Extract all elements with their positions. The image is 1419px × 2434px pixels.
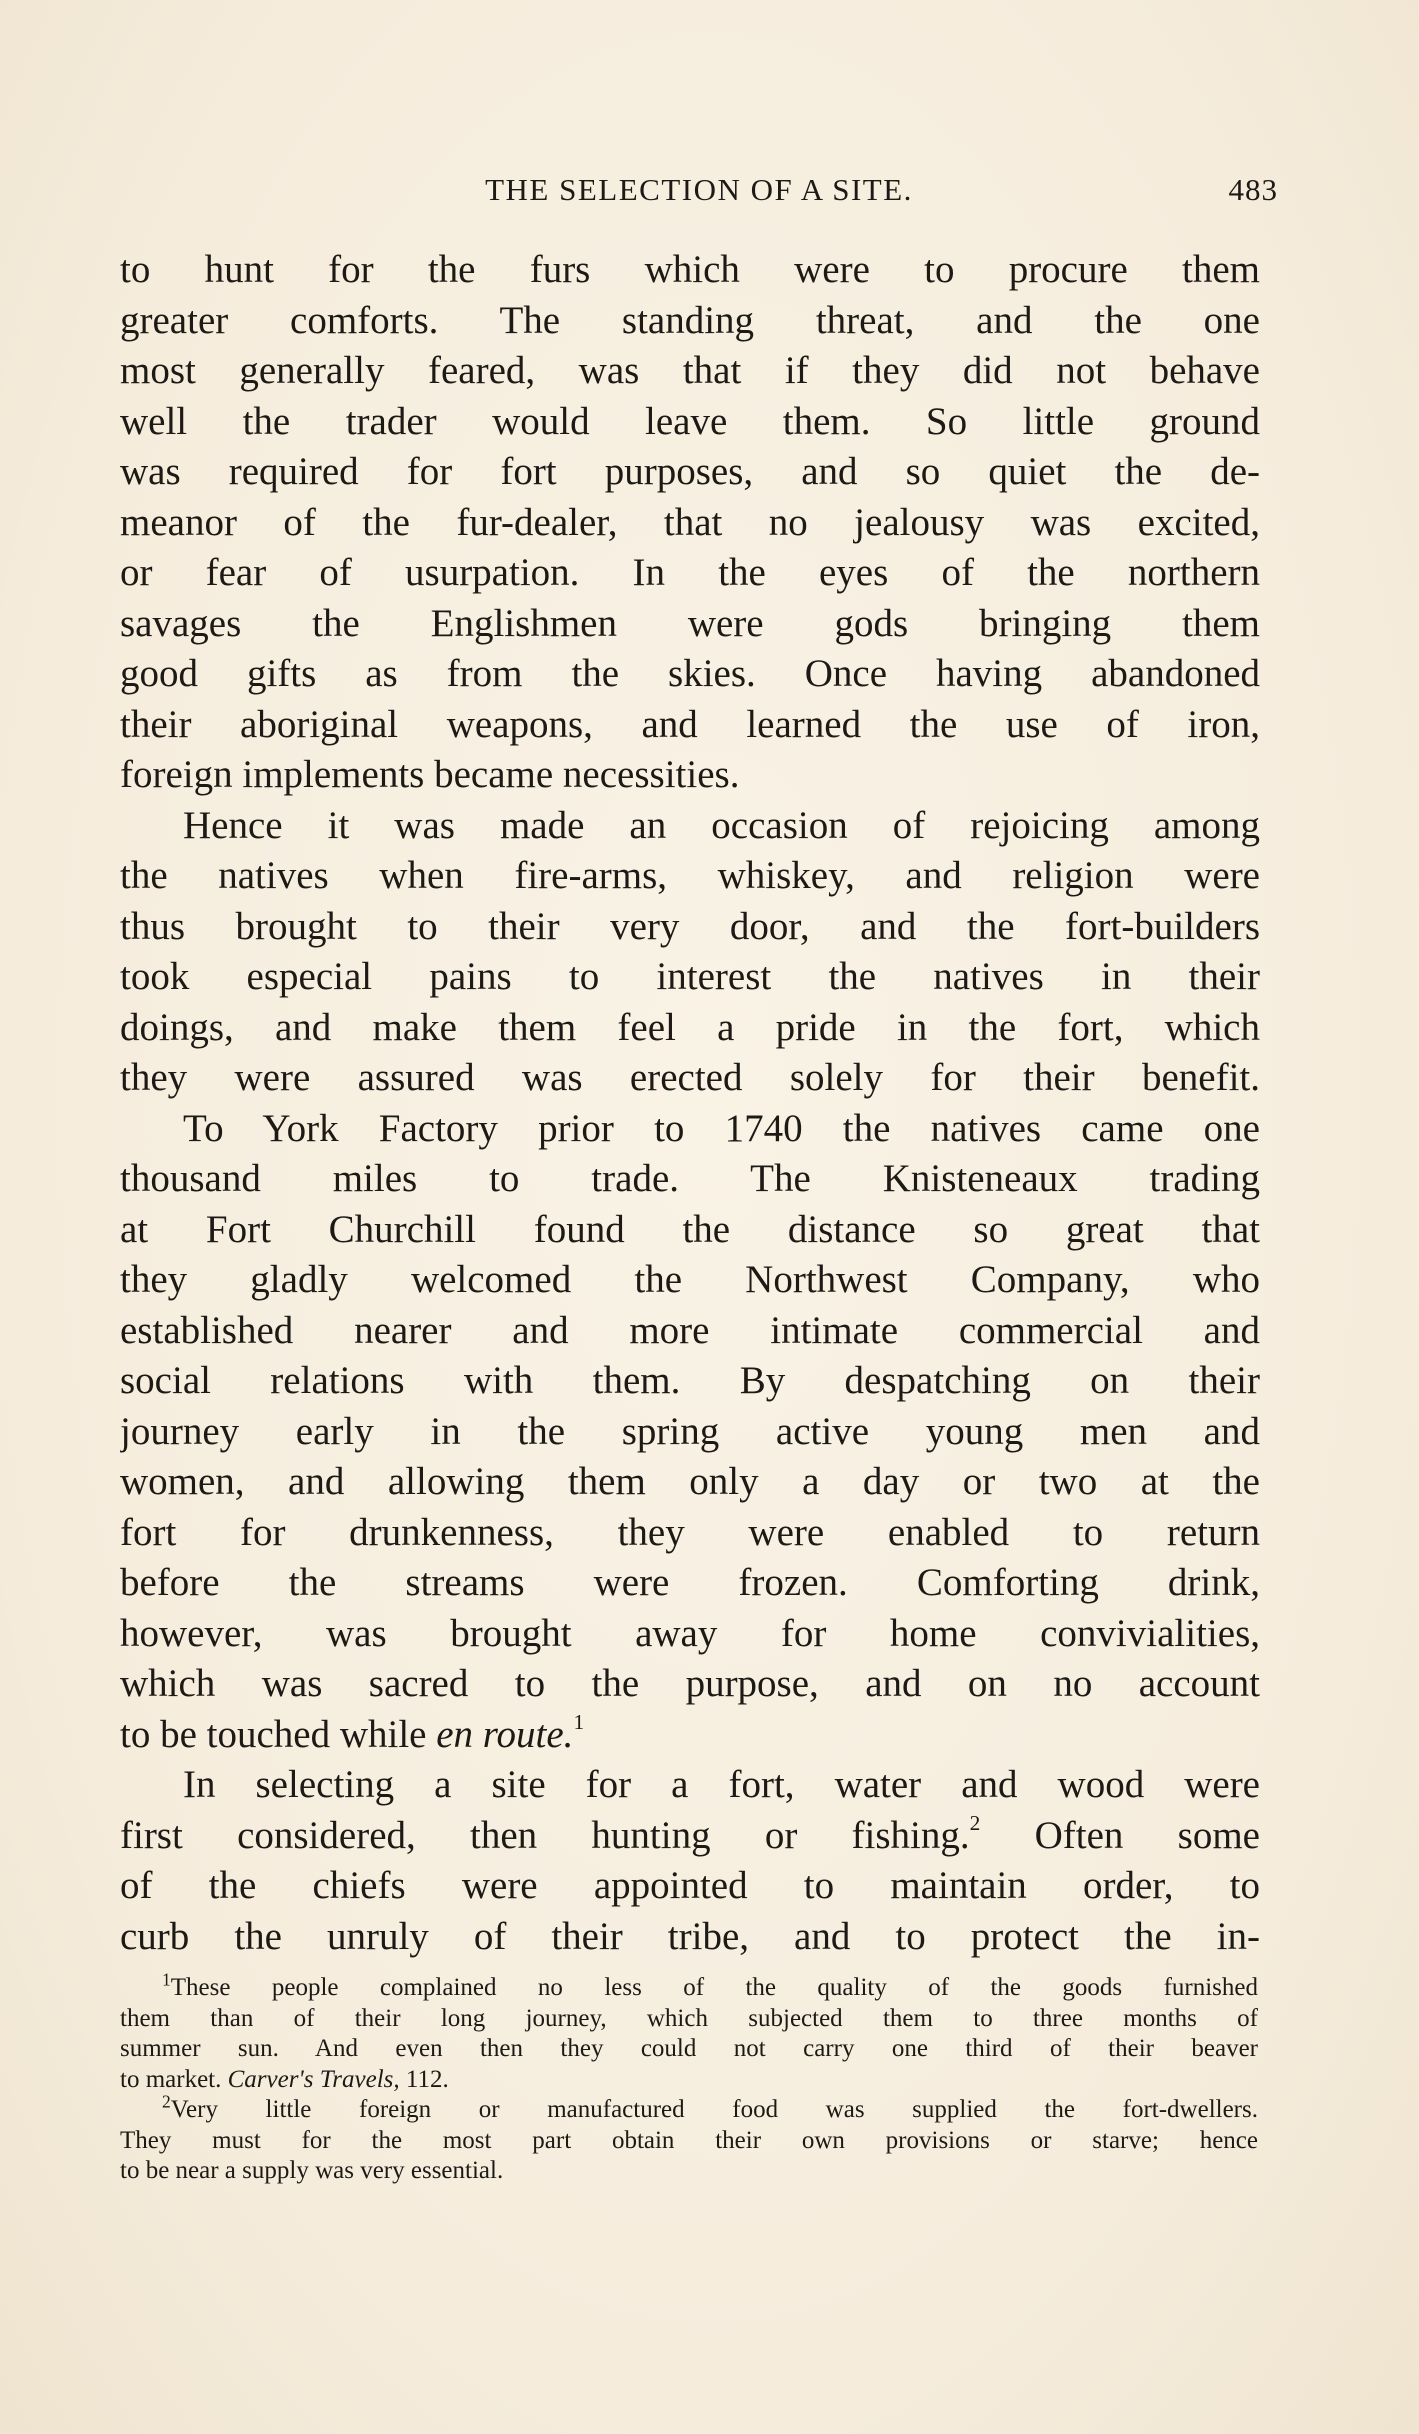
- text-line: In selecting a site for a fort, water and wood were: [183, 1763, 1260, 1806]
- text-line: the natives when fire-arms, whiskey, and religion were: [120, 854, 1260, 897]
- text-line: most generally feared, was that if they did not behave: [120, 349, 1260, 392]
- text-line: was required for fort purposes, and so quiet the de-: [120, 450, 1260, 493]
- text-line: which was sacred to the purpose, and on no account: [120, 1662, 1260, 1705]
- page-number: 483: [1228, 172, 1278, 207]
- body-text: [120, 245, 1260, 1962]
- text-line: or fear of usurpation. In the eyes of the northern: [120, 551, 1260, 594]
- text-line: they gladly welcomed the Northwest Company, who: [120, 1258, 1260, 1301]
- text-line: journey early in the spring active young men and: [120, 1409, 1260, 1453]
- text-fragment: to market.: [120, 2065, 222, 2093]
- footnote-line: them than of their long journey, which subjected them to three months of: [120, 2004, 1258, 2032]
- citation-page: 112.: [405, 2065, 449, 2093]
- text-fragment: to be touched while: [120, 1712, 427, 1756]
- text-line: Hence it was made an occasion of rejoicing among: [183, 803, 1260, 847]
- text-line: fort for drunkenness, they were enabled to return: [120, 1510, 1260, 1554]
- text-line: however, was brought away for home convivialities,: [120, 1611, 1260, 1655]
- footnote-line: [120, 1973, 1258, 2004]
- text-line: greater comforts. The standing threat, and the one: [120, 298, 1260, 342]
- text-line: foreign implements became necessities.: [120, 753, 740, 796]
- running-title: THE SELECTION OF A SITE.: [485, 172, 913, 207]
- text-fragment: first considered, then hunting or fishing.: [120, 1813, 970, 1857]
- text-line: good gifts as from the skies. Once having abandoned: [120, 652, 1260, 695]
- text-line: women, and allowing them only a day or two at the: [120, 1460, 1260, 1503]
- text-fragment: Very little foreign or manufactured food was supplied the fort-dwellers.: [170, 2096, 1258, 2123]
- text-line: their aboriginal weapons, and learned the use of iron,: [120, 702, 1260, 746]
- text-line: [120, 1811, 1260, 1862]
- citation-title: Carver's Travels,: [227, 2065, 400, 2093]
- text-line: to hunt for the furs which were to procure them: [120, 248, 1260, 291]
- text-line: before the streams were frozen. Comforting drink,: [120, 1561, 1260, 1604]
- text-line: thousand miles to trade. The Knisteneaux trading: [120, 1157, 1260, 1200]
- text-line: well the trader would leave them. So little ground: [120, 399, 1260, 443]
- text-line: they were assured was erected solely for their benefit.: [120, 1056, 1260, 1099]
- text-fragment: These people complained no less of the quality of the goods furnished: [170, 1974, 1258, 2001]
- footnote-line: [120, 2095, 1258, 2126]
- footnote-marker: 1: [162, 1973, 171, 1990]
- text-line: savages the Englishmen were gods bringing them: [120, 601, 1260, 645]
- footnote-line: [120, 2065, 1258, 2096]
- footnote-line: They must for the most part obtain their own provisions or starve; hence: [120, 2126, 1258, 2154]
- running-head: [120, 172, 1278, 212]
- footnote-marker: 2: [162, 2095, 171, 2112]
- footnotes: [120, 1973, 1258, 2187]
- text-line: curb the unruly of their tribe, and to protect the in-: [120, 1914, 1260, 1958]
- text-line: doings, and make them feel a pride in the fort, which: [120, 1005, 1260, 1049]
- text-line: took especial pains to interest the natives in their: [120, 955, 1260, 998]
- text-line: of the chiefs were appointed to maintain order, to: [120, 1864, 1260, 1907]
- text-line: thus brought to their very door, and the fort-builders: [120, 904, 1260, 948]
- footnote-ref[interactable]: 2: [969, 1811, 981, 1836]
- text-line: [120, 1710, 1260, 1761]
- footnote-ref[interactable]: 1: [573, 1710, 585, 1735]
- italic-phrase: en route.: [436, 1712, 574, 1756]
- footnote-line: summer sun. And even then they could not carry one third of their beaver: [120, 2035, 1258, 2062]
- text-line: To York Factory prior to 1740 the natives came one: [183, 1106, 1260, 1150]
- text-line: social relations with them. By despatching on their: [120, 1359, 1260, 1402]
- text-line: meanor of the fur-dealer, that no jealousy was excited,: [120, 500, 1260, 544]
- text-fragment: Often some: [1034, 1813, 1260, 1857]
- text-line: established nearer and more intimate commercial and: [120, 1308, 1260, 1352]
- text-line: at Fort Churchill found the distance so great that: [120, 1207, 1260, 1251]
- footnote-line: to be near a supply was very essential.: [120, 2157, 504, 2184]
